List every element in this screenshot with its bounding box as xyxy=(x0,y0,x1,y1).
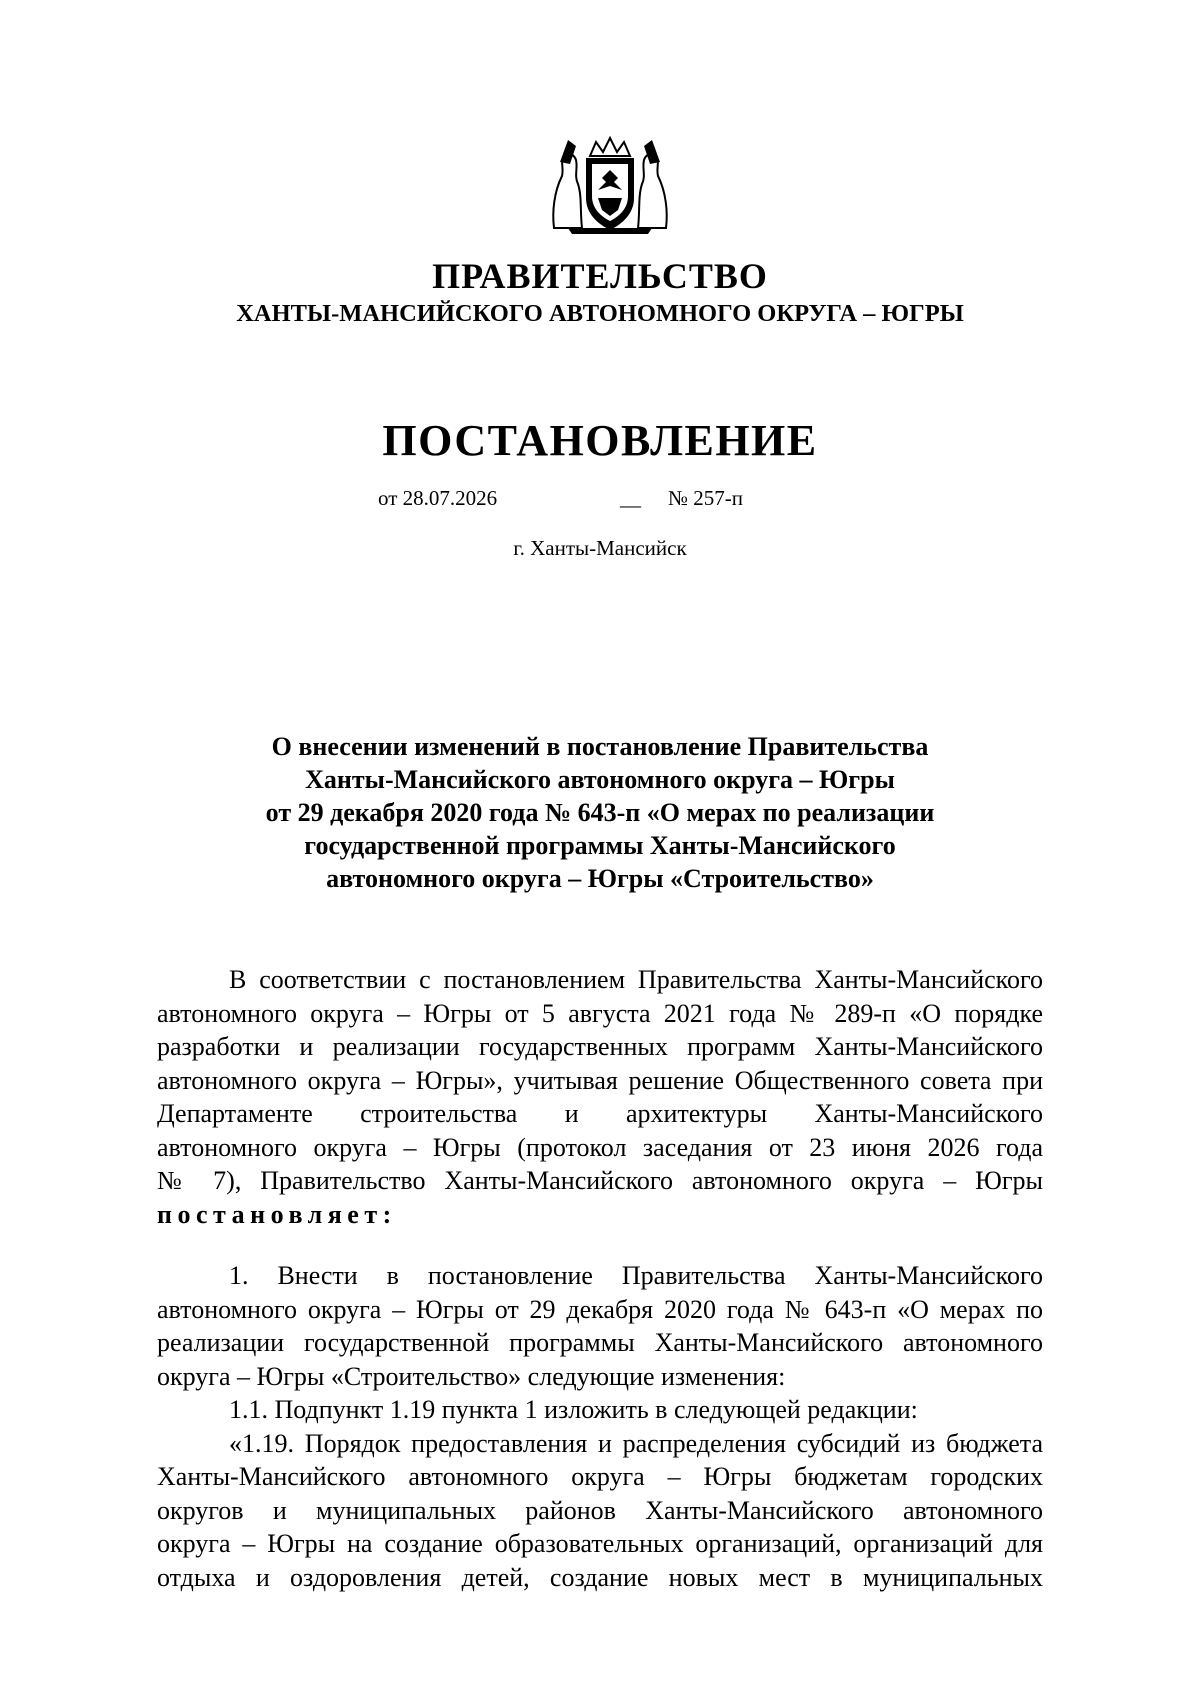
body-line: автономного округа – Югры (протокол заседания от 23 июня 2026 года xyxy=(157,1132,1043,1162)
body-line: 1. Внести в постановление Правительства Ханты-Мансийского xyxy=(229,1261,1043,1290)
body-line: реализации государственной программы Ханты-Мансийского автономного xyxy=(157,1328,1043,1357)
preamble-paragraph xyxy=(157,963,1043,1231)
body-line: округа – Югры «Строительство» следующие изменения: xyxy=(157,1361,786,1391)
subject-line: О внесении изменений в постановление Правительства xyxy=(271,732,929,761)
subject-line: от 29 декабря 2020 года № 643-п «О мерах по реализации xyxy=(265,798,935,827)
org-subtitle: ХАНТЫ-МАНСИЙСКОГО АВТОНОМНОГО ОКРУГА – ЮГРЫ xyxy=(236,300,964,327)
coat-of-arms-emblem xyxy=(548,132,672,236)
subject-line: государственной программы Ханты-Мансийского xyxy=(304,831,896,860)
body-line: Ханты-Мансийского автономного округа – Югры бюджетам городских xyxy=(157,1462,1043,1491)
body-line: автономного округа – Югры от 29 декабря 2020 года № 643-п «О мерах по xyxy=(157,1294,1043,1324)
body-line: «1.19. Порядок предоставления и распределения субсидий из бюджета xyxy=(229,1428,1043,1458)
body-line: автономного округа – Югры от 5 августа 2021 года № 289-п «О порядке xyxy=(157,998,1043,1028)
document-type: ПОСТАНОВЛЕНИЕ xyxy=(382,416,818,465)
date-number-separator: __ xyxy=(620,486,641,510)
body-line: № 7), Правительство Ханты-Мансийского автономного округа – Югры xyxy=(157,1166,1043,1195)
document-number: № 257-п xyxy=(668,486,744,510)
body-line: Департаменте строительства и архитектуры Ханты-Мансийского xyxy=(157,1099,1043,1128)
resolves-word: постановляет: xyxy=(157,1199,397,1229)
body-line: отдыха и оздоровления детей, создание новых мест в муниципальных xyxy=(157,1562,1043,1592)
body-line: округа – Югры на создание образовательных организаций, организаций для xyxy=(157,1529,1043,1558)
document-city: г. Ханты-Мансийск xyxy=(513,536,687,560)
document-subject xyxy=(160,730,1040,895)
document-date: от 28.07.2026 xyxy=(378,486,498,510)
body-line: автономного округа – Югры», учитывая решение Общественного совета при xyxy=(157,1065,1043,1095)
org-title: ПРАВИТЕЛЬСТВО xyxy=(432,256,768,296)
subject-line: Ханты-Мансийского автономного округа – Югры xyxy=(305,765,895,794)
body-line: В соответствии с постановлением Правительства Ханты-Мансийского xyxy=(229,965,1043,994)
subject-line: автономного округа – Югры «Строительство» xyxy=(326,864,874,893)
body-line: разработки и реализации государственных программ Ханты-Мансийского xyxy=(157,1032,1043,1061)
body-line: 1.1. Подпункт 1.19 пункта 1 изложить в следующей редакции: xyxy=(229,1395,918,1424)
body-line: округов и муниципальных районов Ханты-Мансийского автономного xyxy=(157,1495,1043,1525)
item-paragraph xyxy=(157,1259,1043,1594)
